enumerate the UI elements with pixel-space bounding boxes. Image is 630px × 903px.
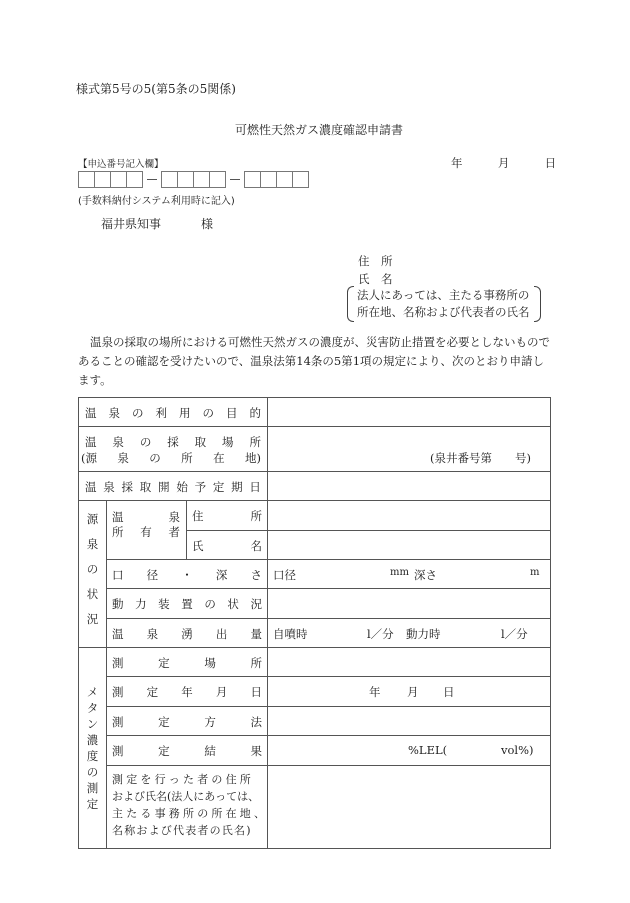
diameter-depth-label: 口 径 ・ 深 さ [112, 568, 262, 582]
digit-box[interactable] [244, 171, 261, 188]
yield-natural-unit: l／分 [367, 627, 394, 641]
fee-system-note: (手数料納付システム利用時に記入) [78, 196, 235, 207]
start-date-input[interactable] [268, 472, 550, 500]
depth-prefix: 深さ [414, 568, 437, 582]
digit-box[interactable] [276, 171, 293, 188]
digit-box[interactable] [209, 171, 226, 188]
measure-result-label: 測 定 結 果 [112, 744, 262, 758]
digit-box[interactable] [260, 171, 277, 188]
yield-label: 温 泉 湧 出 量 [112, 627, 262, 641]
power-device-input[interactable] [268, 589, 550, 618]
location-label-line1: 温 泉 の 採 取 場 所 [85, 435, 261, 449]
application-table [78, 397, 551, 849]
measurer-input[interactable] [268, 766, 550, 848]
application-date [451, 155, 556, 171]
applicant-name-label: 氏 名 [358, 272, 393, 286]
digit-box[interactable] [193, 171, 210, 188]
owner-name-input[interactable] [268, 531, 550, 559]
left-bracket [347, 286, 354, 322]
measurer-label-line: 名称および代表者の氏名) [112, 824, 252, 837]
measure-date-month: 月 [407, 685, 419, 699]
digit-box[interactable] [94, 171, 111, 188]
corporate-note-line2: 所在地、名称および代表者の氏名 [357, 305, 530, 319]
digit-box[interactable] [78, 171, 95, 188]
honorific: 様 [201, 217, 214, 231]
measure-date-label: 測 定 年 月 日 [112, 685, 262, 699]
document-title: 可燃性天然ガス濃度確認申請書 [234, 123, 403, 137]
date-month: 月 [497, 156, 510, 170]
source-status-group-label: 源 泉 の 状 況 [86, 512, 99, 626]
measure-place-input[interactable] [268, 648, 550, 676]
measure-result-vol: vol%) [501, 743, 534, 757]
start-date-label: 温 泉 採 取 開 始 予 定 期 日 [85, 480, 261, 494]
date-day: 日 [544, 156, 557, 170]
location-label-line2: (源 泉 の 所 在 地) [81, 451, 261, 465]
measurer-label-line: 主たる事務所の所在地、 [112, 807, 269, 820]
owner-label-line2: 所 有 者 [112, 525, 180, 539]
digit-box[interactable] [110, 171, 127, 188]
measurer-label-line: 測定を行った者の住所 [112, 773, 254, 786]
separator-dash [147, 179, 157, 180]
depth-unit: m [530, 567, 540, 578]
owner-name-label: 氏 名 [192, 539, 262, 553]
power-device-label: 動 力 装 置 の 状 況 [112, 597, 262, 611]
addressee [101, 215, 213, 232]
purpose-input[interactable] [268, 399, 550, 426]
measure-method-label: 測 定 方 法 [112, 715, 262, 729]
diameter-prefix: 口径 [273, 568, 296, 582]
measure-result-lel: %LEL( [408, 743, 448, 757]
well-number-field[interactable]: (泉井番号第 号) [430, 451, 531, 465]
separator-dash [230, 179, 240, 180]
owner-address-label: 住 所 [192, 509, 262, 523]
diameter-unit: mm [390, 567, 409, 578]
purpose-label: 温 泉 の 利 用 の 目 的 [85, 406, 261, 420]
application-number-boxes [78, 171, 308, 188]
measure-date-day: 日 [443, 685, 455, 699]
corporate-note [347, 286, 541, 322]
applicant-address-label: 住 所 [358, 254, 393, 268]
right-bracket [534, 286, 541, 322]
addressee-name: 福井県知事 [101, 217, 162, 231]
digit-box[interactable] [161, 171, 178, 188]
application-number-label: 【申込番号記入欄】 [78, 159, 164, 170]
form-number: 様式第5号の5(第5条の5関係) [76, 82, 236, 96]
measurer-label-line: および氏名(法人にあっては、 [112, 790, 260, 803]
measurer-label [112, 771, 268, 839]
digit-box[interactable] [292, 171, 309, 188]
yield-power-prefix: 動力時 [406, 627, 441, 641]
digit-box[interactable] [126, 171, 143, 188]
measure-place-label: 測 定 場 所 [112, 656, 262, 670]
owner-address-input[interactable] [268, 501, 550, 530]
yield-natural-prefix: 自噴時 [273, 627, 308, 641]
date-year: 年 [451, 156, 463, 170]
yield-power-unit: l／分 [501, 627, 528, 641]
measure-date-year: 年 [369, 685, 381, 699]
digit-box[interactable] [177, 171, 194, 188]
corporate-note-line1: 法人にあっては、主たる事務所の [357, 288, 530, 302]
measure-method-input[interactable] [268, 707, 550, 735]
application-statement: 温泉の採取の場所における可燃性天然ガスの濃度が、災害防止措置を必要としないものであることの確認を受けたいので、温泉法第14条の5第1項の規定により、次のとおり申請します。 [78, 335, 550, 387]
owner-label-line1: 温 泉 [112, 510, 180, 524]
methane-group-label: メ タ ン 濃 度 の 測 定 [86, 685, 99, 811]
